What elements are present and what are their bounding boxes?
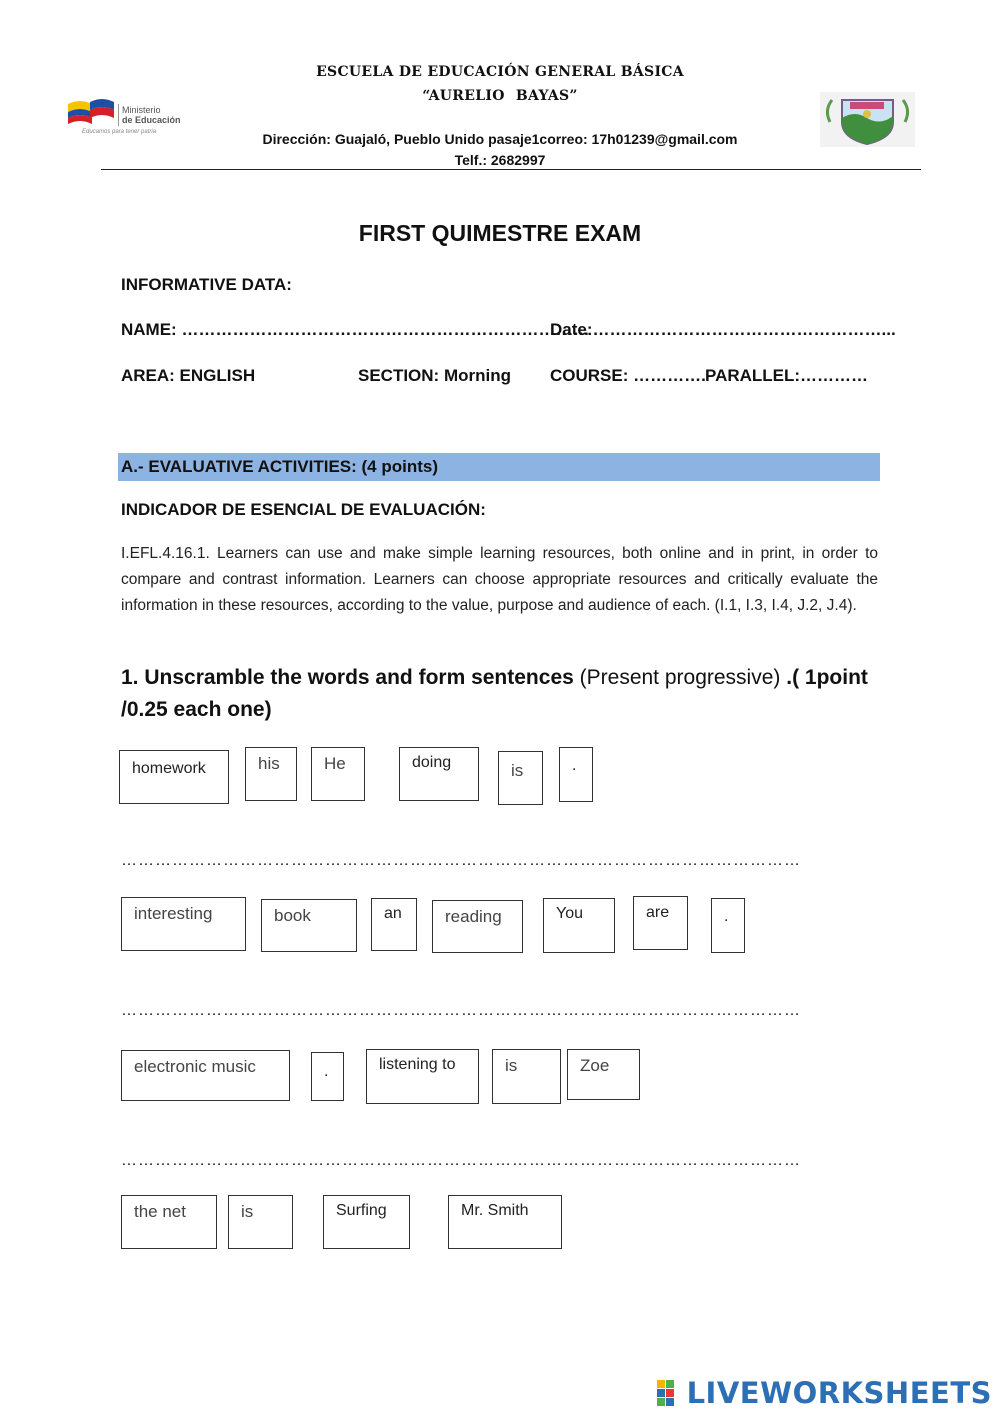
word-box[interactable]: is (498, 751, 543, 805)
header-divider (101, 169, 921, 170)
liveworksheets-icon (657, 1380, 683, 1406)
word-box[interactable]: book (261, 899, 357, 952)
word-box[interactable]: doing (399, 747, 479, 801)
word-box[interactable]: You (543, 898, 615, 953)
word-box[interactable]: . (711, 898, 745, 953)
word-box[interactable]: electronic music (121, 1050, 290, 1101)
date-field[interactable]: Date:……………………………………………... (550, 320, 896, 339)
word-box[interactable]: are (633, 896, 688, 950)
word-box[interactable]: an (371, 898, 417, 951)
answer-line[interactable]: ………………………………………………………………………………………………………… (121, 1152, 801, 1169)
question-1-tense: (Present progressive) (573, 666, 787, 689)
school-phone: Telf.: 2682997 (454, 152, 546, 168)
school-name: ESCUELA DE EDUCACIÓN GENERAL BÁSICA (316, 64, 684, 80)
school-crest-icon (820, 92, 915, 147)
informative-data-label: INFORMATIVE DATA: (121, 275, 292, 294)
word-box[interactable]: listening to (366, 1049, 479, 1104)
exam-title: FIRST QUIMESTRE EXAM (358, 220, 642, 246)
ministry-tagline: Educamos para tener patria (82, 129, 157, 135)
answer-line[interactable]: ………………………………………………………………………………………………………… (121, 852, 801, 869)
word-box[interactable]: Surfing (323, 1195, 410, 1249)
word-box[interactable]: is (492, 1049, 561, 1104)
word-box[interactable]: interesting (121, 897, 246, 951)
question-1-bold: 1. Unscramble the words and form sentences (121, 666, 574, 689)
word-box[interactable]: He (311, 747, 365, 801)
word-box[interactable]: his (245, 747, 297, 801)
word-box[interactable]: Zoe (567, 1049, 640, 1100)
word-box[interactable]: Mr. Smith (448, 1195, 562, 1249)
parallel-field[interactable]: PARALLEL:………… (705, 366, 869, 385)
name-field[interactable]: NAME: ……………………………………………………………… (121, 320, 590, 339)
word-box[interactable]: is (228, 1195, 293, 1249)
ministry-line2: de Educación (122, 115, 181, 125)
section-a-heading: A.- EVALUATIVE ACTIVITIES: (4 points) (118, 453, 880, 481)
ministry-line1: Ministerio (122, 105, 161, 115)
section-label: SECTION: Morning (358, 366, 511, 385)
school-address: Dirección: Guajaló, Pueblo Unido pasaje1correo: 17h01239@gmail.com (262, 131, 738, 147)
liveworksheets-brand: LIVEWORKSHEETS (686, 1376, 992, 1410)
question-1-heading (121, 662, 881, 726)
answer-line[interactable]: ………………………………………………………………………………………………………… (121, 1002, 801, 1019)
liveworksheets-logo (657, 1376, 992, 1410)
word-box[interactable]: . (559, 747, 593, 802)
course-field[interactable]: COURSE: …………. (550, 366, 706, 385)
indicator-heading: INDICADOR DE ESENCIAL DE EVALUACIÓN: (121, 500, 486, 519)
word-box[interactable]: . (311, 1052, 344, 1101)
area-label: AREA: ENGLISH (121, 366, 256, 385)
question-1-points: .( 1point /0.25 each one) (121, 666, 868, 721)
word-box[interactable]: homework (119, 750, 229, 804)
word-box[interactable]: the net (121, 1195, 217, 1249)
indicator-text: I.EFL.4.16.1. Learners can use and make simple learning resources, both online and in print, in order to compare and contrast information. Learners can choose appropriate resources and critically evaluate the information in these resources, according to the value, purpose and audience of each. (I.1, I.3, I.4, J.2, J.4). (121, 545, 878, 614)
word-box[interactable]: reading (432, 900, 523, 953)
school-subtitle: “AURELIO BAYAS” (422, 88, 578, 104)
